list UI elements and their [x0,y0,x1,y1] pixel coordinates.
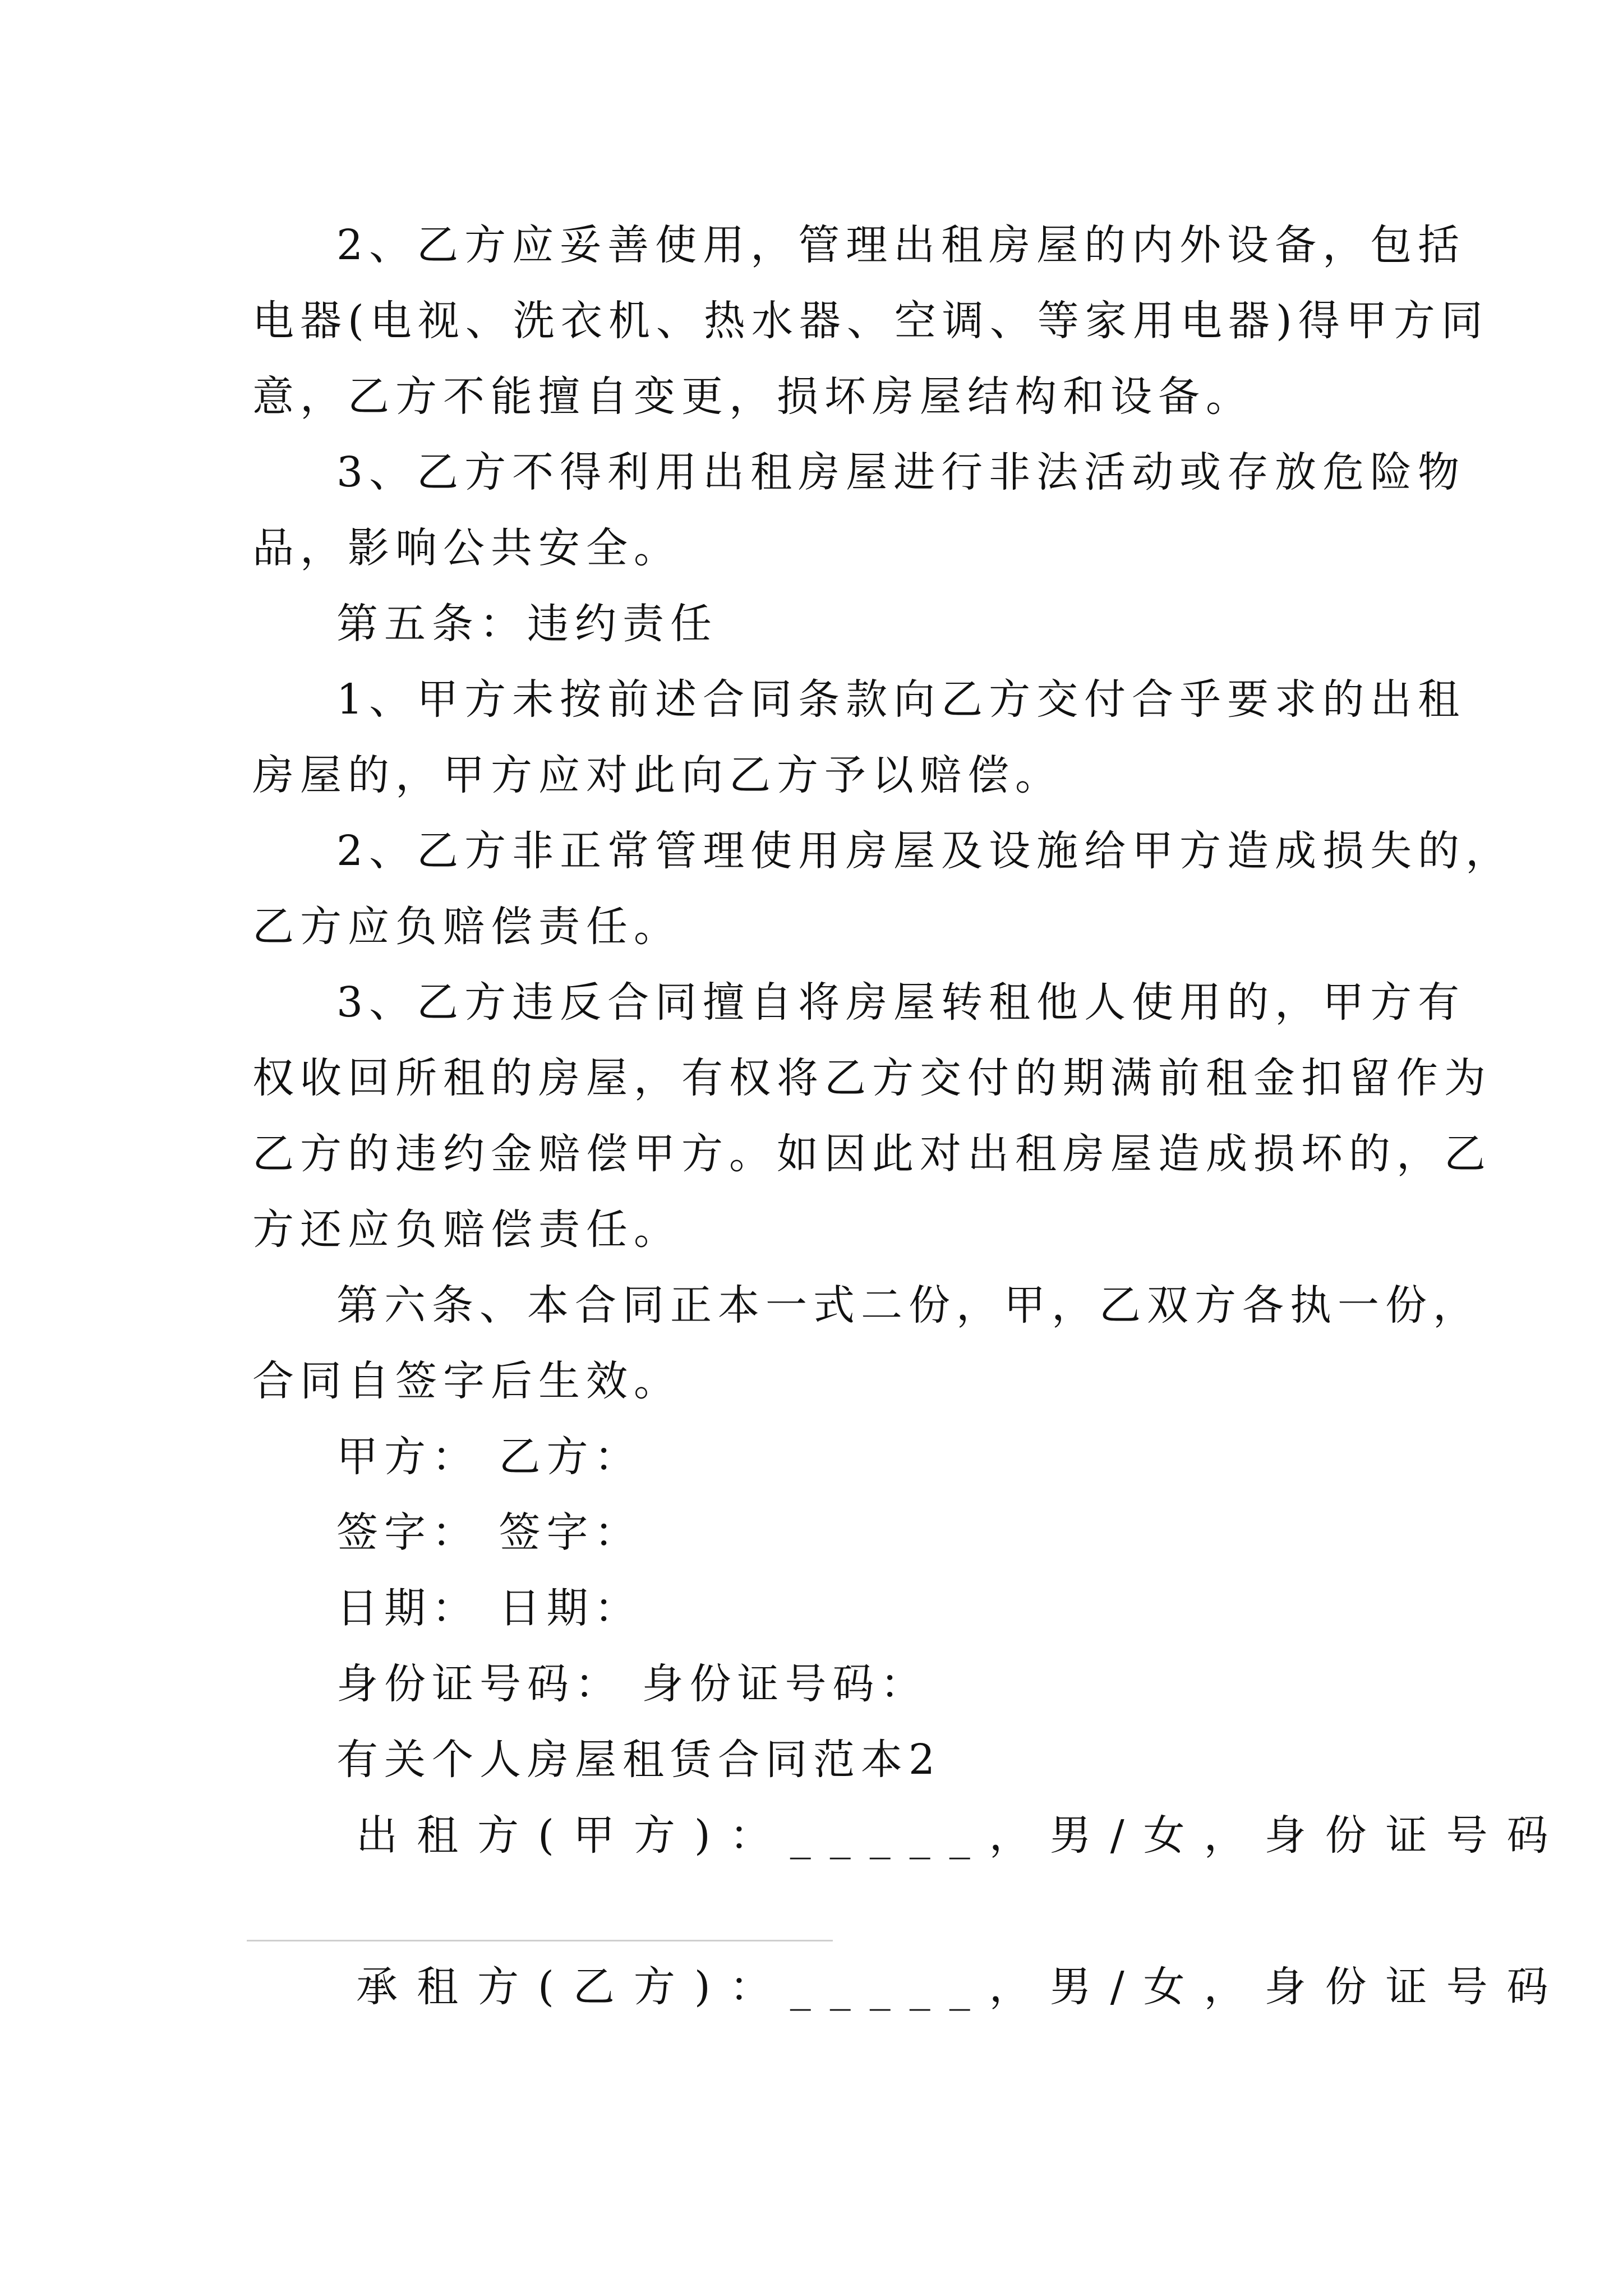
clause-5-item-2-line-2: 乙方应负赔偿责任。 [252,903,681,951]
clause-5-item-1-line-1: 1、甲方未按前述合同条款向乙方交付合乎要求的出租 [336,675,1466,724]
clause-5-item-3-line-2: 权收回所租的房屋，有权将乙方交付的期满前租金扣留作为 [252,1054,1492,1102]
clause-4-item-2-line-2: 电器(电视、洗衣机、热水器、空调、等家用电器)得甲方同 [252,297,1489,345]
clause-5-item-3-line-3: 乙方的违约金赔偿甲方。如因此对出租房屋造成损坏的，乙 [252,1130,1492,1178]
divider-line [247,1940,833,1941]
clause-4-item-3-line-1: 3、乙方不得利用出租房屋进行非法活动或存放危险物 [336,448,1466,496]
clause-6-line-2: 合同自签字后生效。 [252,1357,681,1405]
clause-5-item-2-line-1: 2、乙方非正常管理使用房屋及设施给甲方造成损失的， [336,827,1514,875]
date-labels: 日期： 日期： [336,1584,642,1632]
lessee-line: 承租方(乙方)：_____，男/女，身份证号码 [356,1963,1567,2011]
contract-sample-title: 有关个人房屋租赁合同范本2 [336,1736,942,1784]
clause-4-item-2-line-3: 意，乙方不能擅自变更，损坏房屋结构和设备。 [252,372,1253,421]
signature-labels: 签字： 签字： [336,1508,642,1557]
clause-6-line-1: 第六条、本合同正本一式二份，甲，乙双方各执一份， [336,1281,1481,1329]
id-number-labels: 身份证号码： 身份证号码： [336,1660,928,1708]
clause-5-heading: 第五条：违约责任 [336,600,718,648]
clause-5-item-1-line-2: 房屋的，甲方应对此向乙方予以赔偿。 [252,751,1063,799]
clause-4-item-2-line-1: 2、乙方应妥善使用，管理出租房屋的内外设备，包括 [336,221,1466,269]
clause-5-item-3-line-4: 方还应负赔偿责任。 [252,1205,681,1254]
lessor-line: 出租方(甲方)：_____，男/女，身份证号码 [356,1811,1567,1860]
clause-4-item-3-line-2: 品，影响公共安全。 [252,524,681,572]
party-labels: 甲方： 乙方： [336,1433,642,1481]
clause-5-item-3-line-1: 3、乙方违反合同擅自将房屋转租他人使用的，甲方有 [336,978,1466,1027]
